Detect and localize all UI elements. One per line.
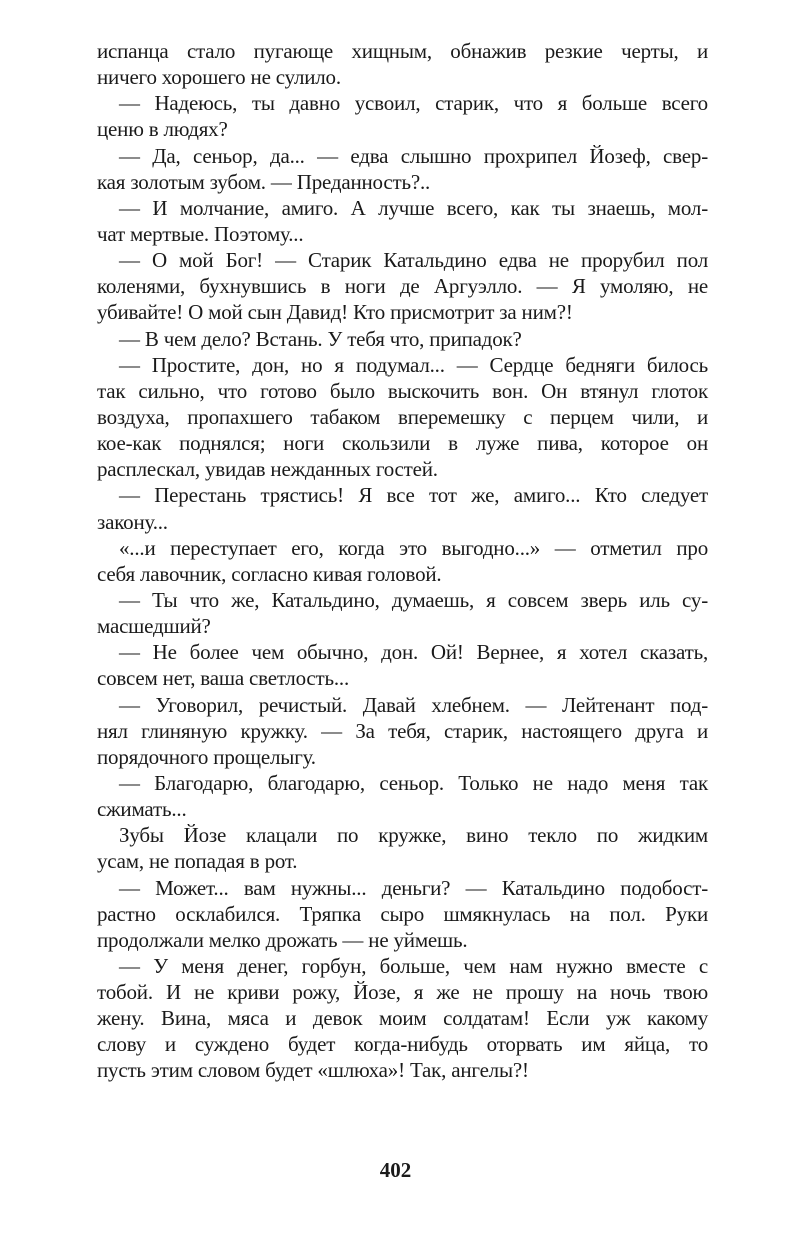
text-line: коленями, бухнувшись в ноги де Аргуэлло. — Я умоляю, не (97, 274, 708, 299)
text-line: продолжали мелко дрожать — не уймешь. (97, 927, 468, 952)
text-line: сжимать... (97, 797, 187, 822)
text-line: слову и суждено будет когда-нибудь оторвать им яйца, то (97, 1032, 708, 1057)
text-line: убивайте! О мой сын Давид! Кто присмотрит за ним?! (97, 300, 573, 325)
text-line: «...и переступает его, когда это выгодно...» — отметил про (119, 535, 708, 560)
paragraph (97, 195, 708, 247)
text-line: Зубы Йозе клацали по кружке, вино текло по жидким (119, 823, 708, 848)
text-line: — Надеюсь, ты давно усвоил, старик, что я больше всего (119, 91, 708, 116)
page-number: 402 (379, 1158, 412, 1182)
paragraph (97, 326, 708, 352)
text-line: себя лавочник, согласно кивая головой. (97, 561, 442, 586)
text-line: тобой. И не криви рожу, Йозе, я же не прошу на ночь твою (97, 980, 708, 1005)
paragraph (97, 822, 708, 874)
text-line: расплескал, увидав нежданных гостей. (97, 457, 438, 482)
paragraph (97, 639, 708, 691)
text-line: кое-как поднялся; ноги скользили в луже пива, которое он (97, 431, 708, 456)
text-line: — Перестань трястись! Я все тот же, амиго... Кто следует (119, 483, 708, 508)
paragraph (97, 352, 708, 483)
text-line: растно осклабился. Тряпка сыро шмякнулась на пол. Руки (97, 901, 708, 926)
text-line: — Ты что же, Катальдино, думаешь, я совсем зверь иль су- (119, 587, 708, 612)
paragraph (97, 770, 708, 822)
paragraph (97, 143, 708, 195)
text-line: закону... (97, 509, 168, 534)
paragraph (97, 953, 708, 1084)
text-line: так сильно, что готово было выскочить вон. Он втянул глоток (97, 378, 708, 403)
paragraph (97, 535, 708, 587)
text-line: — Может... вам нужны... деньги? — Катальдино подобост- (119, 875, 708, 900)
text-line: — О мой Бог! — Старик Катальдино едва не прорубил пол (119, 248, 708, 273)
paragraph (97, 482, 708, 534)
text-line: нял глиняную кружку. — За тебя, старик, настоящего друга и (97, 718, 708, 743)
text-line: ценю в людях? (97, 117, 228, 142)
text-line: — Простите, дон, но я подумал... — Сердце бедняги билось (119, 352, 708, 377)
text-line: совсем нет, ваша светлость... (97, 666, 350, 691)
text-line: — У меня денег, горбун, больше, чем нам нужно вместе с (119, 953, 708, 978)
book-page-text (97, 38, 708, 1084)
paragraph (97, 38, 708, 90)
text-line: порядочного прощелыгу. (97, 744, 316, 769)
text-line: чат мертвые. Поэтому... (97, 221, 304, 246)
text-line: пусть этим словом будет «шлюха»! Так, ангелы?! (97, 1058, 529, 1083)
text-line: — Уговорил, речистый. Давай хлебнем. — Лейтенант под- (119, 692, 708, 717)
text-line: масшедший? (97, 614, 211, 639)
text-line: воздуха, пропахшего табаком вперемешку с перцем чили, и (97, 404, 708, 429)
paragraph (97, 875, 708, 953)
text-line: — В чем дело? Встань. У тебя что, припадок? (119, 326, 522, 351)
text-line: жену. Вина, мяса и девок моим солдатам! Если уж какому (97, 1006, 708, 1031)
text-line: — Не более чем обычно, дон. Ой! Вернее, я хотел сказать, (119, 640, 708, 665)
paragraph (97, 90, 708, 142)
text-line: — Благодарю, благодарю, сеньор. Только не надо меня так (119, 770, 708, 795)
text-line: — И молчание, амиго. А лучше всего, как ты знаешь, мол- (119, 195, 708, 220)
paragraph (97, 247, 708, 325)
text-line: испанца стало пугающе хищным, обнажив резкие черты, и (97, 39, 708, 63)
paragraph (97, 587, 708, 639)
text-line: усам, не попадая в рот. (97, 849, 298, 874)
text-line: — Да, сеньор, да... — едва слышно прохрипел Йозеф, свер- (119, 143, 708, 168)
paragraph (97, 692, 708, 770)
text-line: кая золотым зубом. — Преданность?.. (97, 169, 431, 194)
text-line: ничего хорошего не сулило. (97, 65, 341, 90)
